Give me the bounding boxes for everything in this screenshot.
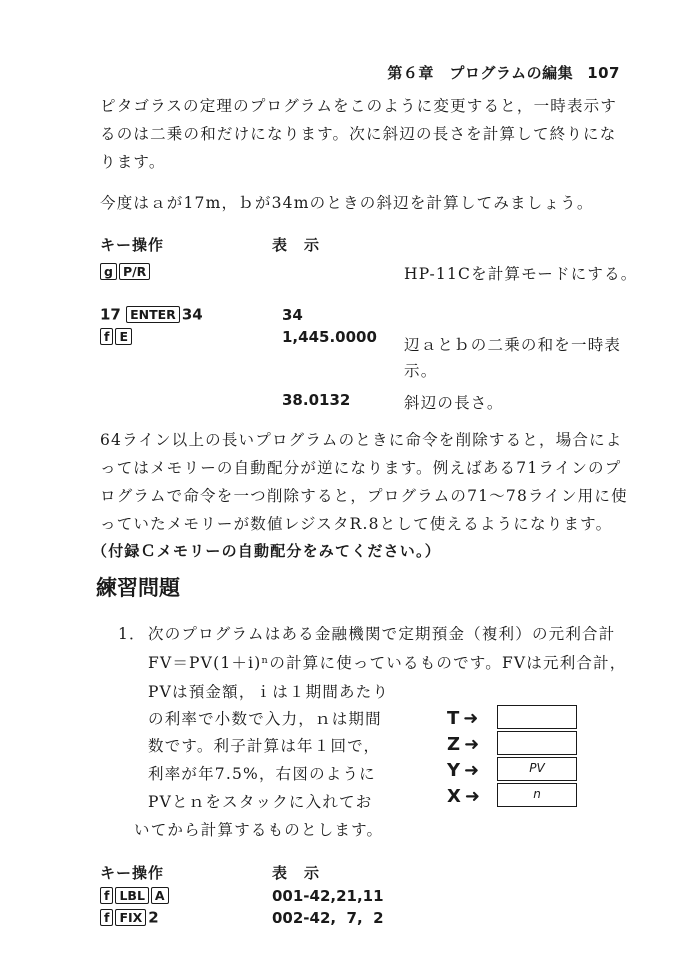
stack-register-y: PV [497, 757, 577, 781]
table1-row-3-display: 1,445.0000 [282, 328, 377, 346]
key-row-suffix: 34 [181, 305, 203, 324]
stack-register-t [497, 705, 577, 729]
stack-label-z: Z ➜ [447, 734, 480, 755]
table2-row-1-keys [100, 886, 171, 904]
intro-line-1: ピタゴラスの定理のプログラムをこのように変更すると，一時表示す [100, 97, 618, 115]
key-lbl: LBL [115, 887, 148, 904]
key-fix: FIX [115, 909, 146, 926]
para2-line-5: （付録Ｃメモリーの自動配分をみてください。） [92, 542, 441, 560]
key-row-suffix: 2 [148, 908, 159, 927]
exercise1-line-3: PVは預金額，ｉは１期間あたり [148, 683, 390, 701]
table1-row-2-display: 34 [282, 306, 303, 324]
key-f: f [100, 909, 113, 926]
table2-row-2-keys [100, 908, 159, 927]
table1-row-3-note-cont: 示。 [404, 362, 438, 380]
task-line: 今度はａが17m，ｂが34mのときの斜辺を計算してみましょう。 [100, 194, 594, 212]
table1-row-4-note: 斜辺の長さ。 [404, 394, 504, 412]
table1-keys-header: キー操作 [100, 236, 165, 254]
table1-row-1-note: HP-11Cを計算モードにする。 [404, 265, 638, 283]
exercise1-line-6: 利率が年7.5%，右図のように [148, 765, 376, 783]
para2-line-4: っていたメモリーが数値レジスタR.8として使えるようになります。 [100, 515, 613, 533]
para2-line-2: ってはメモリーの自動配分が逆になります。例えばある71ラインのプ [100, 459, 622, 477]
table1-row-1-keys [100, 262, 152, 280]
arrow-right-icon: ➜ [464, 760, 480, 781]
table1-row-2-keys [100, 305, 203, 324]
para2-line-3: ログラムで命令を一つ削除すると，プログラムの71〜78ライン用に使 [100, 487, 628, 505]
key-p-r: P/R [119, 263, 150, 280]
exercise1-line-4: の利率で小数で入力，ｎは期間 [148, 710, 382, 728]
table2-row-2-display: 002-42, 7, 2 [272, 909, 384, 927]
stack-register-z [497, 731, 577, 755]
key-enter: ENTER [126, 306, 180, 323]
table1-row-3-keys [100, 327, 134, 345]
table1-row-3-note: 辺ａとｂの二乗の和を一時表 [404, 336, 622, 354]
exercise1-line-1: 次のプログラムはある金融機関で定期預金（複利）の元利合計 [148, 625, 616, 643]
key-e: E [115, 328, 132, 345]
exercise1-line-2: FV＝PV(1＋i)ⁿの計算に使っているものです。FVは元利合計， [148, 654, 627, 672]
para2-line-1: 64ライン以上の長いプログラムのときに命令を削除すると，場合によ [100, 431, 623, 449]
key-g: g [100, 263, 117, 280]
intro-line-2: るのは二乗の和だけになります。次に斜辺の長さを計算して終りにな [100, 125, 617, 143]
intro-line-3: ります。 [100, 153, 166, 171]
arrow-right-icon: ➜ [463, 708, 479, 729]
page-header [387, 62, 620, 83]
stack-label-x: X ➜ [447, 786, 480, 807]
arrow-right-icon: ➜ [464, 786, 480, 807]
key-f: f [100, 328, 113, 345]
key-a: A [151, 887, 169, 904]
table2-keys-header: キー操作 [100, 864, 165, 882]
table2-row-1-display: 001-42,21,11 [272, 887, 384, 905]
stack-register-x: n [497, 783, 577, 807]
key-f: f [100, 887, 113, 904]
exercises-heading: 練習問題 [96, 576, 180, 600]
table1-display-header: 表 示 [272, 236, 321, 254]
key-row-prefix: 17 [100, 305, 121, 324]
table2-display-header: 表 示 [272, 864, 321, 882]
stack-label-t: T ➜ [447, 708, 479, 729]
chapter-title: 第６章 プログラムの編集 [387, 64, 574, 82]
table1-row-4-display: 38.0132 [282, 391, 351, 409]
exercise1-number: 1． [118, 625, 146, 643]
exercise1-line-5: 数です。利子計算は年１回で， [148, 737, 381, 755]
stack-label-y: Y ➜ [447, 760, 480, 781]
exercise1-line-8: いてから計算するものとします。 [134, 821, 384, 839]
page-number: 107 [587, 64, 620, 82]
exercise1-line-7: PVとｎをスタックに入れてお [148, 793, 373, 811]
arrow-right-icon: ➜ [464, 734, 480, 755]
